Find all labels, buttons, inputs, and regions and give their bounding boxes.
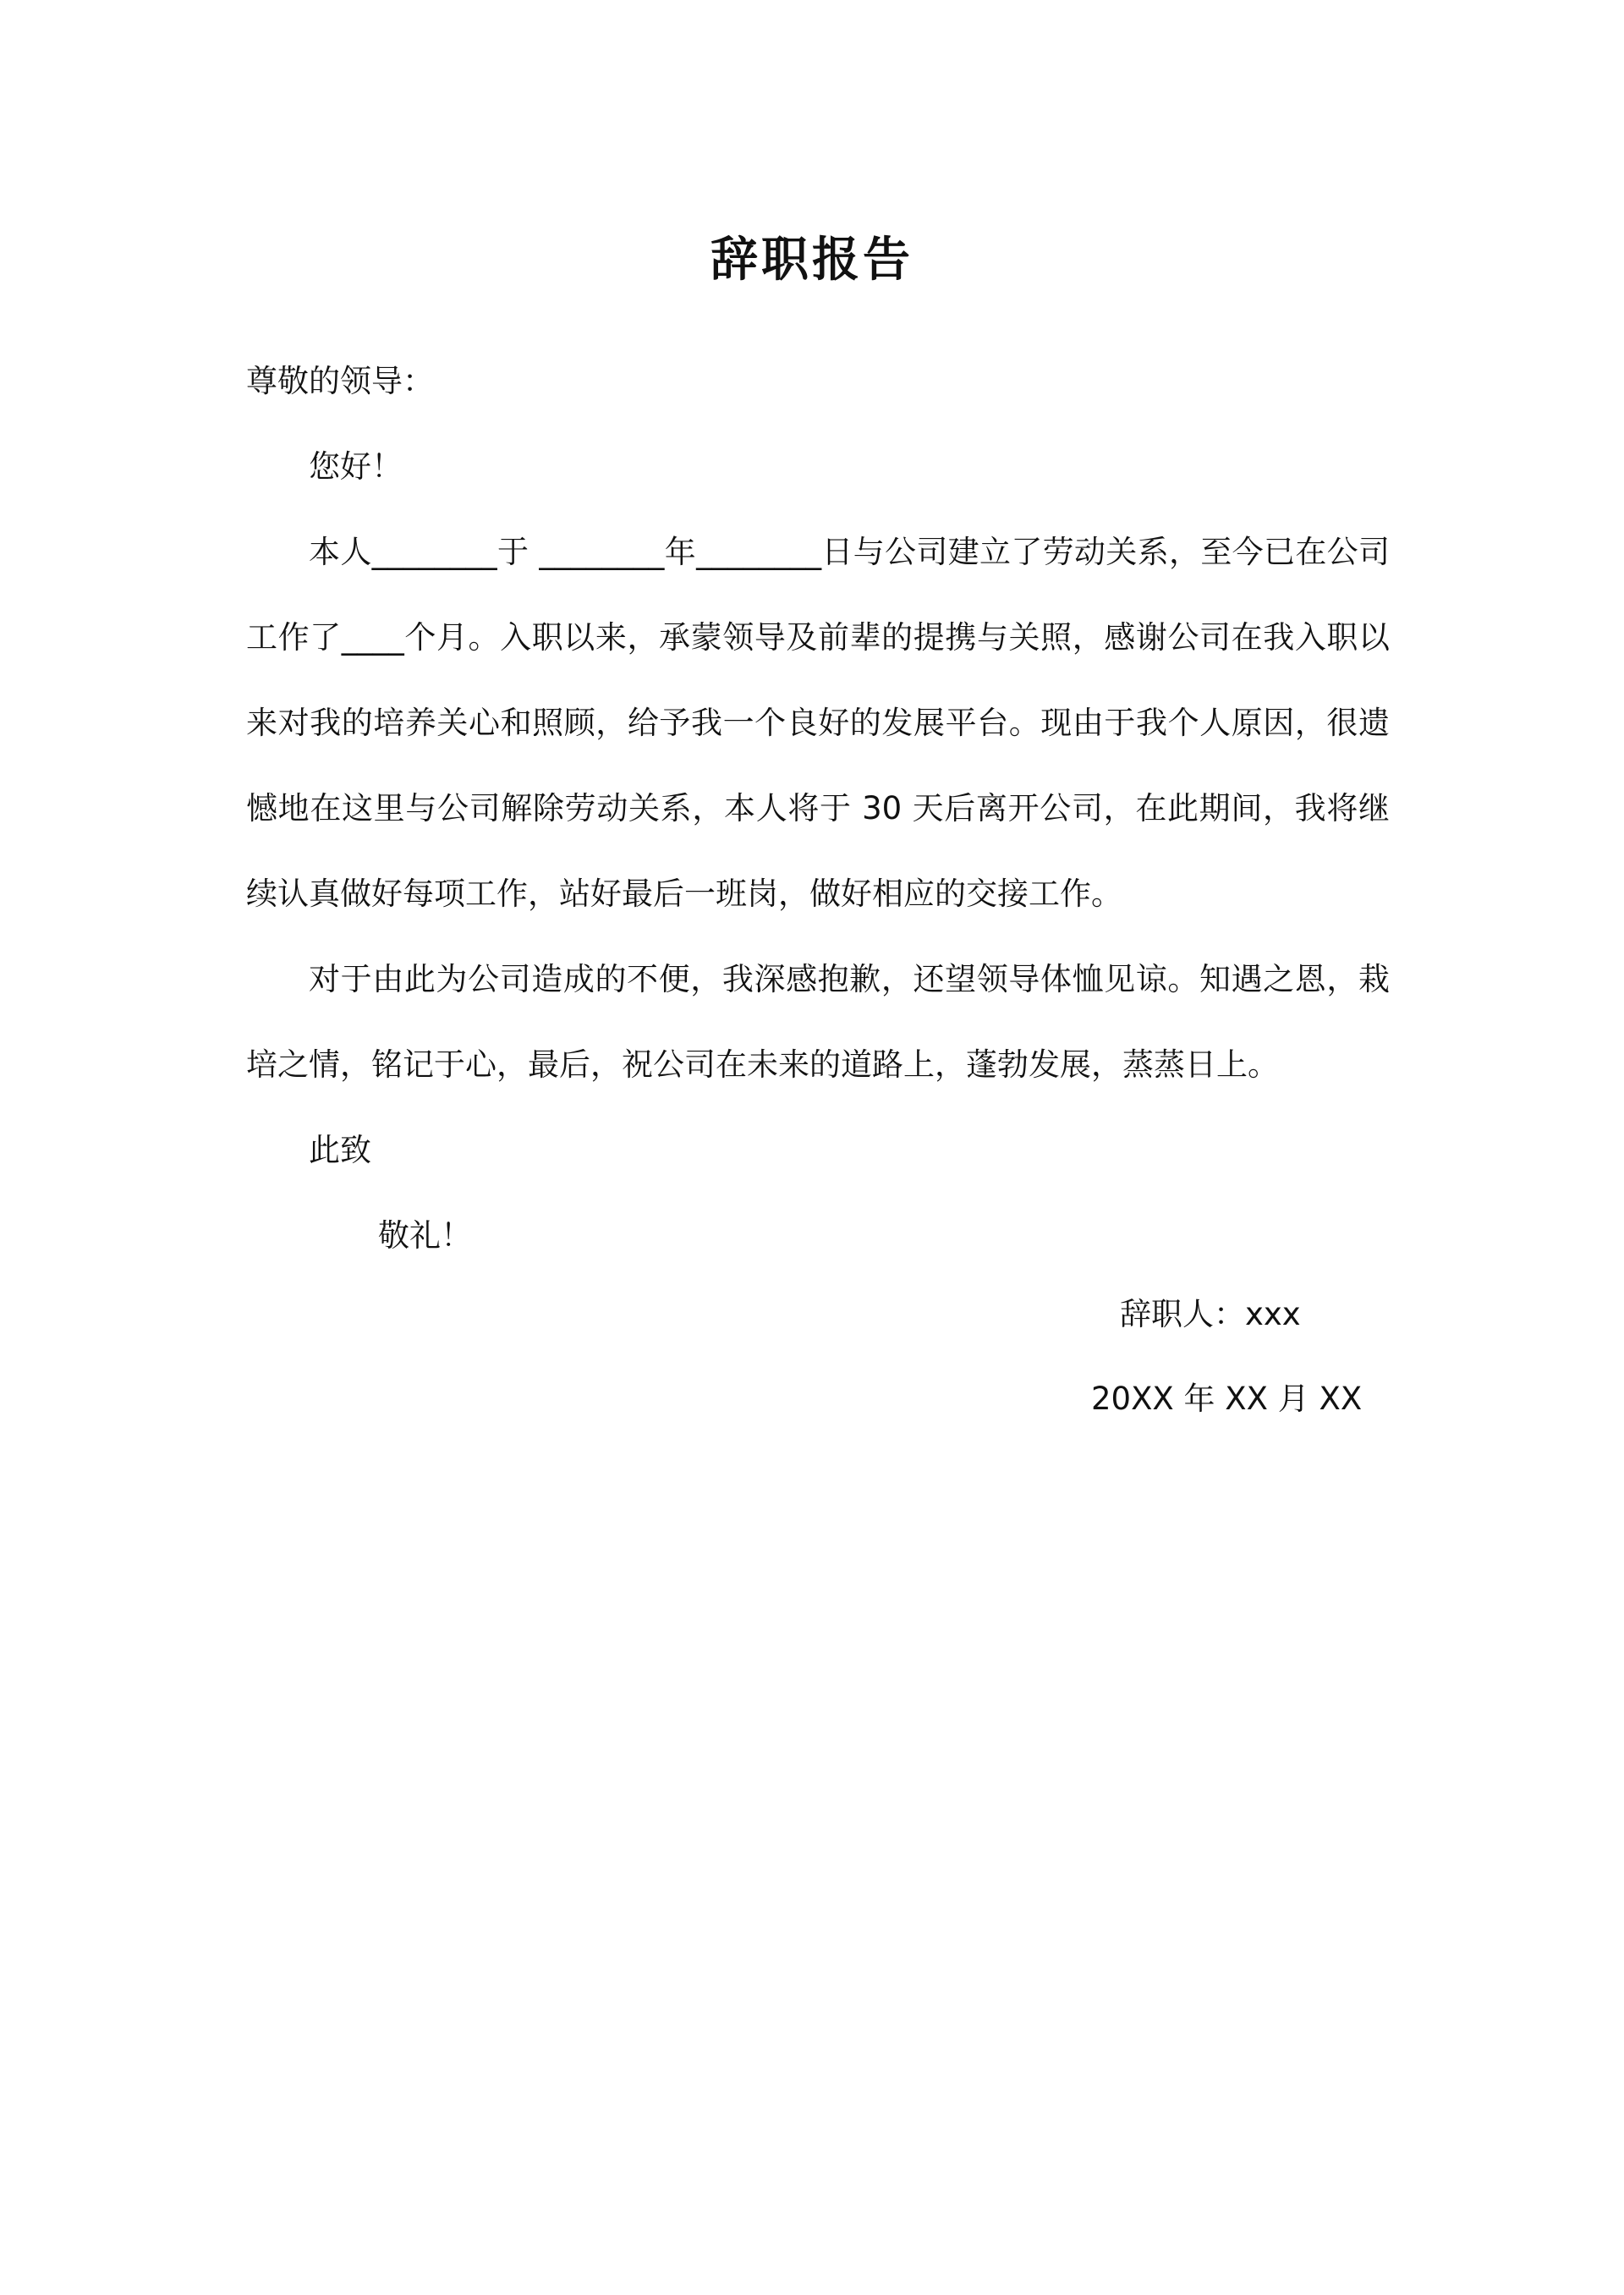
document-title: 辞职报告 (710, 233, 914, 288)
greeting: 您好！ (309, 448, 403, 485)
body-paragraph-2: 对于由此为公司造成的不便，我深感抱歉，还望领导体恤见谅。知遇之恩，栽培之情，铭记于心，最后，祝公司在未来的道路上，蓬勃发展，蒸蒸日上。 (246, 961, 1390, 1083)
closing-phrase-2: 敬礼！ (378, 1217, 472, 1254)
body-paragraph-1: 本人________于 ________年________日与公司建立了劳动关系，至今已在公司工作了____个月。入职以来，承蒙领导及前辈的提携与关照，感谢公司在我入职以来对我的培养关心和照顾，给予我一个良好的发展平台。现由于我个人原因，很遗憾地在这里与公司解除劳动关系，本人将于 30 天后离开公司，在此期间，我将继续认真做好每项工作，站好最后一班岗，做好相应的交接工作。 (246, 534, 1390, 912)
signature-line: 辞职人：xxx (1120, 1296, 1301, 1332)
date-line: 20XX 年 XX 月 XX (1091, 1381, 1363, 1417)
salutation: 尊敬的领导： (246, 363, 434, 399)
document-body (246, 338, 1390, 1278)
closing-phrase-1: 此致 (309, 1132, 371, 1168)
signature-block (1091, 1272, 1362, 1441)
